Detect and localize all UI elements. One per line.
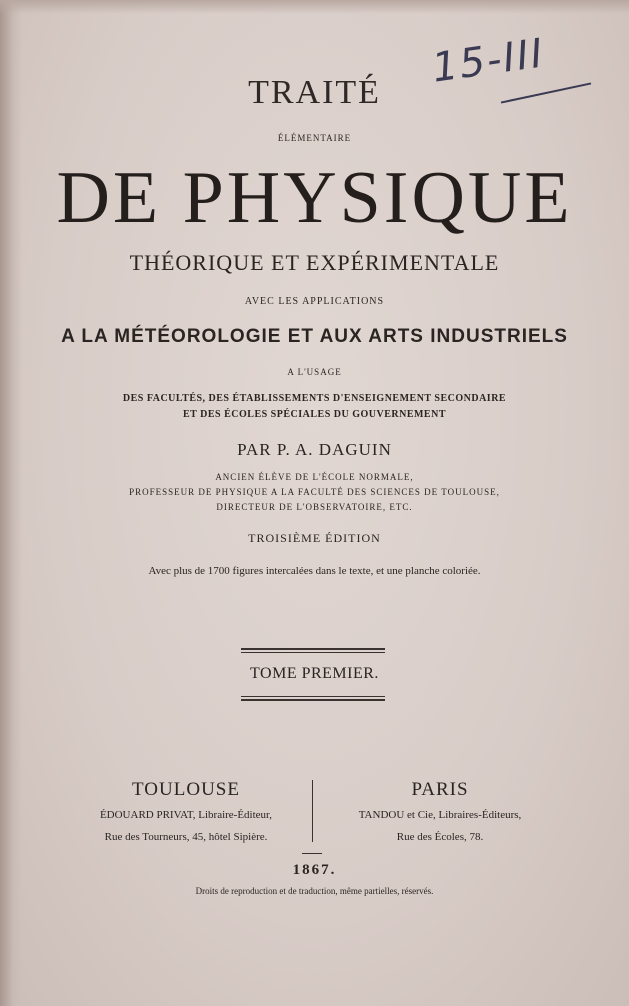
volume-rule-bottom-thin [241,696,385,697]
handwritten-shelf-mark: 15-III [429,30,548,92]
rights-notice: Droits de reproduction et de traduction, même partielles, réservés. [195,886,434,896]
author-credential-1: ANCIEN ÉLÈVE DE L'ÉCOLE NORMALE, [215,472,414,482]
volume-rule-top [241,648,385,650]
figures-note: Avec plus de 1700 figures intercalées dans le texte, et une planche coloriée. [148,565,481,577]
publisher-divider [312,780,313,842]
publisher-right-city: PARIS [411,779,469,800]
author-credential-3: DIRECTEUR DE L'OBSERVATOIRE, ETC. [216,502,413,512]
audience-line-1: DES FACULTÉS, DES ÉTABLISSEMENTS D'ENSEIGNEMENT SECONDAIRE [122,393,507,404]
applications-line: A LA MÉTÉOROLOGIE ET AUX ARTS INDUSTRIELS [61,326,568,347]
audience-line-2: ET DES ÉCOLES SPÉCIALES DU GOUVERNEMENT [183,409,446,420]
author-byline: PAR P. A. DAGUIN [237,440,392,459]
usage-line: A L'USAGE [287,367,342,377]
volume-rule-bottom [241,699,385,701]
author-credential-2: PROFESSEUR DE PHYSIQUE A LA FACULTÉ DES SCIENCES DE TOULOUSE, [129,487,500,497]
year-rule [302,853,322,854]
publisher-right-address: Rue des Écoles, 78. [396,831,484,843]
edition: TROISIÈME ÉDITION [248,531,381,545]
volume-rule-top-thin [241,652,385,653]
subtitle: THÉORIQUE ET EXPÉRIMENTALE [129,250,500,275]
main-title: DE PHYSIQUE [56,157,573,239]
publisher-left-city: TOULOUSE [132,779,240,800]
publisher-right-name: TANDOU et Cie, Libraires-Éditeurs, [358,809,522,821]
publisher-left-address: Rue des Tourneurs, 45, hôtel Sipière. [104,831,268,843]
title-elementaire: ÉLÉMENTAIRE [277,133,352,143]
title-traite: TRAITÉ [248,74,381,111]
avec-les-applications: AVEC LES APPLICATIONS [244,296,385,307]
publisher-left-name: ÉDOUARD PRIVAT, Libraire-Éditeur, [99,809,273,821]
page-top-shadow [0,0,629,14]
publication-year: 1867. [292,862,337,878]
volume-label: TOME PREMIER. [250,665,379,682]
